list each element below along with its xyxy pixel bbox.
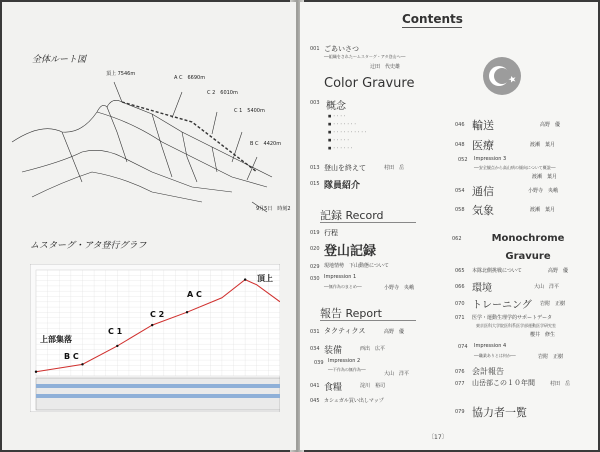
graph-label-summit: 頂上: [257, 274, 273, 283]
toc-num: 030: [310, 276, 320, 282]
toc-author: 岩附 正樹: [538, 354, 564, 360]
toc-author: 大山 洋平: [534, 284, 560, 290]
section-rule: [320, 320, 416, 321]
toc-num: 041: [310, 383, 320, 389]
section-monochrome-gravure[interactable]: Monochrome Gravure: [491, 233, 565, 262]
title-underline: [402, 27, 462, 28]
toc-author: 大山 洋平: [384, 371, 410, 377]
map-label-date: 9月5日 時刻2: [256, 206, 291, 212]
toc-num: 034: [310, 346, 320, 352]
toc-author: 小野寺 央峨: [528, 188, 559, 194]
toc-item-impression-3[interactable]: Impression 3: [474, 156, 507, 162]
graph-label-bc: B C: [64, 352, 79, 361]
section-record[interactable]: 記録 Record: [320, 209, 384, 222]
toc-num: 071: [455, 315, 465, 321]
toc-num: 020: [310, 246, 320, 252]
map-label-summit: 頂上 7546m: [106, 71, 136, 77]
section-color-gravure[interactable]: Color Gravure: [324, 76, 415, 91]
toc-item-members[interactable]: 隊員紹介: [324, 181, 361, 191]
toc-author: 櫻井 修生: [530, 332, 556, 338]
toc-item-itinerary[interactable]: 行程: [324, 229, 338, 237]
toc-item-impression-4[interactable]: Impression 4: [474, 343, 507, 349]
graph-label-c2: C 2: [150, 310, 165, 319]
toc-item-transport[interactable]: 輸送: [472, 119, 494, 132]
toc-subtitle: ──無作為のまとめ──: [324, 284, 362, 289]
data-point: [116, 345, 118, 347]
toc-author: 渡瀬 葉月: [532, 174, 558, 180]
toc-subtitle: ──安全観点から高山病の傾向について概説──: [474, 165, 556, 170]
toc-num: 045: [310, 398, 320, 404]
table-highlight-row-2: [36, 394, 280, 398]
toc-author: 小野寺 央峨: [384, 285, 415, 291]
toc-item-communication[interactable]: 通信: [472, 185, 494, 198]
toc-num: 062: [452, 236, 462, 242]
toc-num: 039: [314, 360, 324, 366]
data-point: [151, 324, 153, 326]
toc-author: 渡瀬 葉月: [530, 142, 556, 148]
map-label-c1: C 1 5400m: [234, 108, 265, 114]
toc-author: 辻田 代史雄: [370, 64, 401, 70]
toc-item-training[interactable]: トレーニング: [472, 300, 532, 311]
toc-num: 054: [455, 188, 465, 194]
toc-author: 村田 岳: [550, 381, 571, 387]
toc-item-kashgar-map[interactable]: カシュガル買い出しマップ: [324, 398, 384, 404]
toc-author: 西出 広平: [360, 346, 386, 352]
toc-num: 058: [455, 207, 465, 213]
toc-num: 076: [455, 369, 465, 375]
toc-item-medical-support[interactable]: 医学・運動生理学的サポートデータ: [472, 315, 553, 321]
section-report[interactable]: 報告 Report: [320, 307, 382, 320]
graph-label-ac: A C: [187, 290, 202, 299]
toc-num: 001: [310, 46, 320, 52]
toc-author: 岩附 正樹: [540, 301, 566, 307]
toc-num: 065: [455, 268, 465, 274]
toc-item-climbing-record[interactable]: 登山記録: [324, 244, 377, 259]
toc-item-medical[interactable]: 医療: [472, 139, 494, 152]
toc-item-impression-2[interactable]: Impression 2: [328, 358, 361, 364]
toc-author: 村田 岳: [384, 165, 405, 171]
toc-author: 高野 優: [540, 122, 561, 128]
toc-item-food[interactable]: 食糧: [324, 383, 343, 393]
toc-num: 066: [455, 284, 465, 290]
graph-label-upper-camp: 上部集落: [40, 335, 72, 344]
contents-title: Contents: [402, 12, 463, 26]
toc-item-weather[interactable]: 気象: [472, 204, 494, 217]
toc-num: 079: [455, 409, 465, 415]
toc-item-greeting[interactable]: ごあいさつ: [324, 45, 359, 53]
data-point: [81, 363, 83, 365]
toc-item-tactics[interactable]: タクティクス: [324, 327, 366, 335]
toc-num: 029: [310, 264, 320, 270]
toc-item-after-climb[interactable]: 登山を終えて: [324, 164, 366, 172]
toc-num: 031: [310, 329, 320, 335]
toc-item-concept[interactable]: 概念: [326, 101, 346, 112]
data-point: [35, 371, 37, 373]
table-highlight-row: [36, 384, 280, 388]
toc-item-accounting[interactable]: 会計報告: [472, 367, 504, 376]
toc-item-environment[interactable]: 環境: [472, 283, 492, 294]
toc-num: 013: [310, 165, 320, 171]
toc-subtitle: ──組織をされた〜ムスターグ・アタ登山へ──: [324, 54, 406, 59]
graph-label-c1: C 1: [108, 327, 123, 336]
toc-item-equipment[interactable]: 装備: [324, 346, 343, 356]
crescent-star-emblem-icon: [482, 56, 522, 96]
toc-author: 淀川 裕司: [360, 383, 386, 389]
data-point: [186, 311, 188, 313]
toc-num: 019: [310, 230, 320, 236]
section-rule: [320, 222, 416, 223]
toc-num: 074: [458, 344, 468, 350]
toc-num: 003: [310, 100, 320, 106]
toc-num: 052: [458, 157, 468, 163]
data-point: [244, 278, 246, 280]
toc-num: 048: [455, 142, 465, 148]
left-page: [2, 2, 296, 450]
toc-item-contributors[interactable]: 協力者一覧: [472, 406, 527, 419]
toc-item-local-situation[interactable]: 現地情勢 下山動態について: [324, 263, 389, 269]
map-label-bc: B C 4420m: [250, 141, 282, 147]
toc-subtitle: ──不作為の無作為──: [328, 367, 366, 372]
toc-author: 高野 優: [384, 329, 405, 335]
route-map-heading: 全体ルート図: [32, 55, 87, 65]
toc-num: 070: [455, 301, 465, 307]
toc-num: 046: [455, 122, 465, 128]
toc-author: 渡瀬 葉月: [530, 207, 556, 213]
concept-bullet-list: ■ ・・・・ ■ ・・・・・・・ ■ ・・・・・・・・・・ ■ ・・・・・ ■ ・・・・・・: [328, 114, 368, 150]
toc-num: 077: [455, 381, 465, 387]
page-number: 〔17〕: [428, 434, 448, 441]
toc-author: 高野 優: [548, 268, 569, 274]
toc-item-club-decade[interactable]: 山岳部この１０年間: [472, 379, 535, 387]
toc-item-north-side[interactable]: 本隊北側挑戦について: [472, 268, 522, 274]
toc-item-impression-1[interactable]: Impression 1: [324, 274, 357, 280]
right-page: [300, 2, 598, 450]
toc-subtitle: 東京医科大学院医科系医学部運動医学研究室: [476, 323, 556, 328]
map-label-c2: C 2 6010m: [207, 90, 238, 96]
toc-num: 015: [310, 181, 320, 187]
graph-heading: ムスターグ・アタ登行グラフ: [30, 241, 147, 251]
map-label-ac: A C 6690m: [174, 75, 206, 81]
toc-subtitle: ──職業ありとは何か──: [474, 353, 516, 358]
